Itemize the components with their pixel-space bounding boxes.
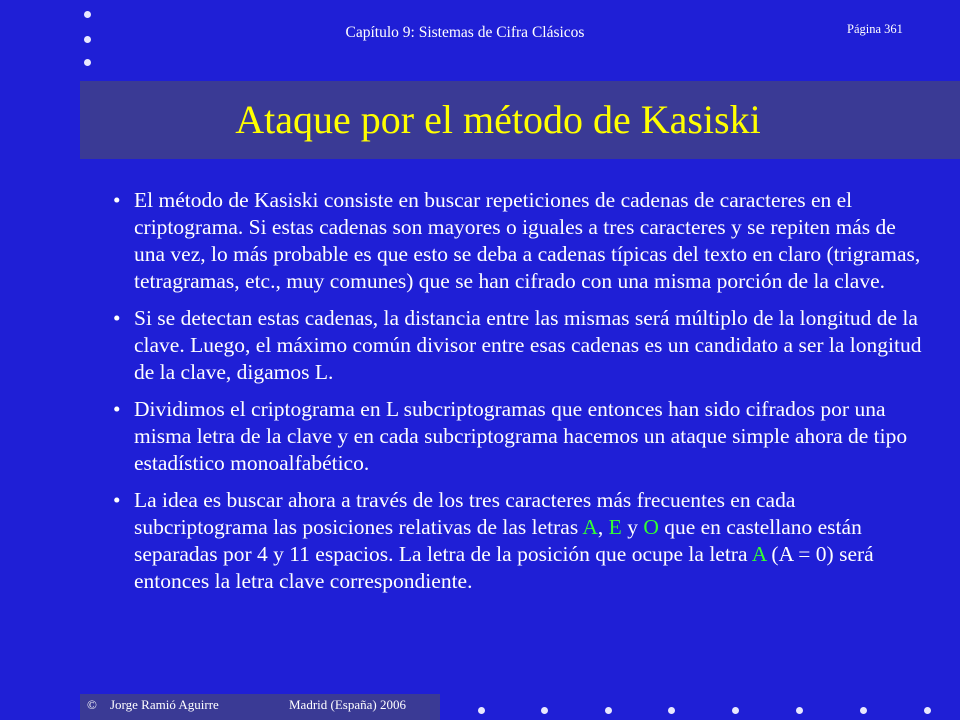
decor-dot bbox=[84, 11, 91, 18]
decor-dot bbox=[860, 707, 867, 714]
chapter-header: Capítulo 9: Sistemas de Cifra Clásicos bbox=[345, 24, 585, 41]
decor-dot bbox=[732, 707, 739, 714]
decor-dot bbox=[541, 707, 548, 714]
copyright-symbol: © bbox=[87, 697, 97, 712]
decor-dot bbox=[796, 707, 803, 714]
bullet-text: , bbox=[597, 515, 609, 539]
bullet-marker: • bbox=[113, 488, 121, 512]
bullet-text: La idea es buscar ahora a través de los tres caracteres más frecuentes en cada subcriptograma las posiciones relativas de las letras bbox=[134, 488, 796, 539]
bullet-item bbox=[113, 487, 923, 595]
bullet-text: que en castellano están separadas por 4 y 11 espacios. La letra de la posición que ocupe la letra bbox=[134, 515, 862, 566]
decor-dot bbox=[478, 707, 485, 714]
page-number: Página 361 bbox=[847, 22, 903, 36]
decor-dot bbox=[668, 707, 675, 714]
bullet-text: (A = 0) será entonces la letra clave correspondiente. bbox=[134, 542, 874, 593]
slide-title: Ataque por el método de Kasiski bbox=[235, 97, 761, 142]
bullet-marker: • bbox=[113, 397, 121, 421]
bullet-text: Dividimos el criptograma en L subcriptogramas que entonces han sido cifrados por una misma letra de la clave y en cada subcriptograma hacemos un ataque simple ahora de tipo estadístico monoalfabético. bbox=[134, 397, 908, 475]
highlight-letter-a: A bbox=[582, 515, 598, 539]
bullet-item bbox=[113, 187, 923, 295]
bullet-item bbox=[113, 305, 923, 386]
bullet-item bbox=[113, 396, 923, 477]
footer-author: Jorge Ramió Aguirre bbox=[110, 697, 219, 712]
decor-dot bbox=[84, 59, 91, 66]
bullet-list bbox=[113, 187, 923, 605]
bullet-text: El método de Kasiski consiste en buscar repeticiones de cadenas de caracteres en el criptograma. Si estas cadenas son mayores o iguales a tres caracteres y se repiten más de una vez, lo más probable es que esto se deba a cadenas típicas del texto en claro (trigramas, tetragramas, etc., muy comunes) que se han cifrado con una misma porción de la clave. bbox=[134, 188, 921, 293]
decor-dot bbox=[605, 707, 612, 714]
decor-dot bbox=[924, 707, 931, 714]
footer-place: Madrid (España) 2006 bbox=[289, 697, 406, 712]
highlight-letter-o: O bbox=[643, 515, 659, 539]
highlight-letter-e: E bbox=[608, 515, 622, 539]
bullet-marker: • bbox=[113, 188, 121, 212]
bullet-marker: • bbox=[113, 306, 121, 330]
bullet-text: Si se detectan estas cadenas, la distancia entre las mismas será múltiplo de la longitud de la clave. Luego, el máximo común divisor entre esas cadenas es un candidato a ser la longitud de la clave, digamos L. bbox=[134, 306, 922, 384]
bullet-text: y bbox=[621, 515, 644, 539]
highlight-letter-a: A bbox=[751, 542, 767, 566]
